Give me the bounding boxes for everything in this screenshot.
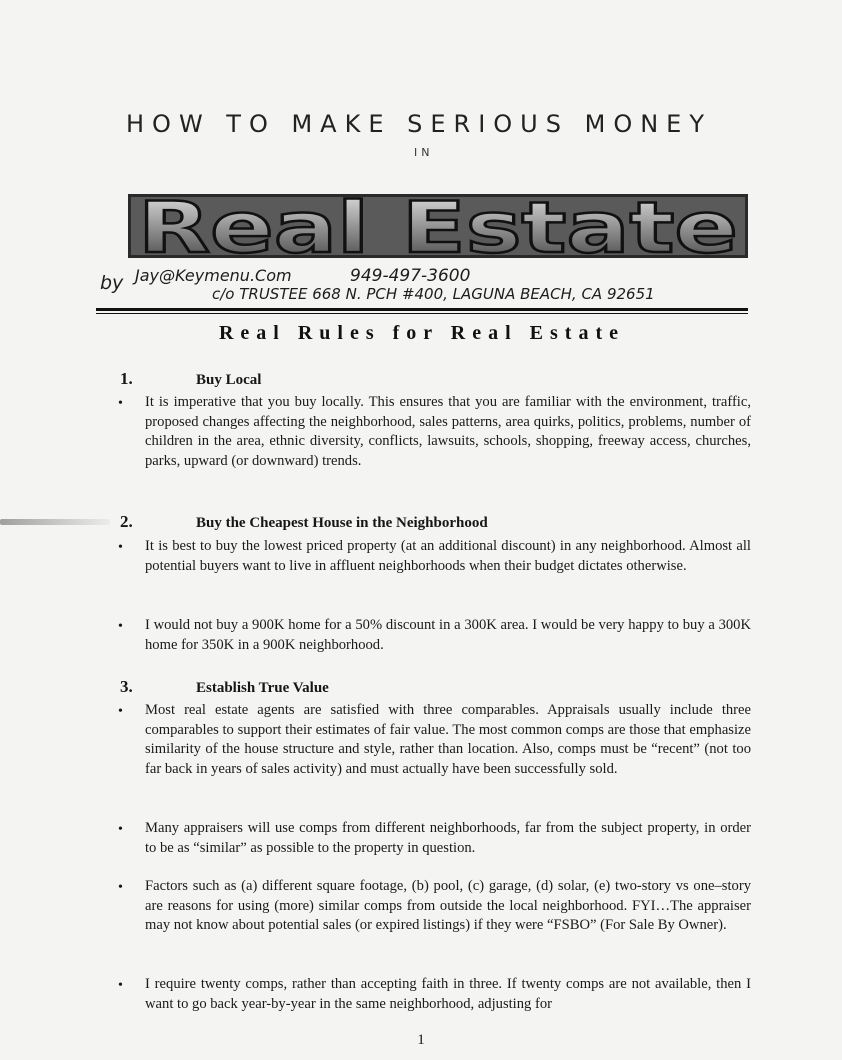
bullet-icon: • [118, 540, 123, 555]
section-number: 2. [120, 512, 133, 531]
bullet-icon: • [118, 704, 123, 719]
author-by: by [100, 272, 124, 294]
author-address: c/o TRUSTEE 668 N. PCH #400, LAGUNA BEACH, CA 92651 [212, 285, 655, 303]
bullet-text: I would not buy a 900K home for a 50% discount in a 300K area. I would be very happy to buy a 300K home for 350K in a 900K neighborhood. [145, 617, 751, 653]
heavy-divider [96, 308, 748, 311]
section-heading: Buy Local [196, 372, 262, 388]
author-block [100, 264, 780, 310]
bullet-icon: • [118, 619, 123, 634]
section-heading: Establish True Value [196, 680, 329, 696]
author-phone: 949-497-3600 [350, 266, 471, 286]
bullet-text: I require twenty comps, rather than accepting faith in three. If twenty comps are not available, then I want to go back year-by-year in the same neighborhood, adjusting for [145, 976, 751, 1012]
real-estate-logo [128, 186, 748, 268]
bullet-icon: • [118, 822, 123, 837]
bullet-text: Many appraisers will use comps from different neighborhoods, far from the subject property, in order to be as “similar” as possible to the property in question. [145, 820, 751, 856]
section-number: 3. [120, 677, 133, 696]
logo-text: Real Estate [138, 187, 738, 268]
handwritten-title: HOW TO MAKE SERIOUS MONEY [126, 110, 712, 138]
thin-divider [96, 313, 748, 314]
bullet-icon: • [118, 978, 123, 993]
handwritten-in: IN [414, 146, 434, 159]
bullet-icon: • [118, 880, 123, 895]
bullet-text: It is best to buy the lowest priced property (at an additional discount) in any neighborhood. Almost all potential buyers want to live in affluent neighborhoods when their budget dictates otherwise. [145, 538, 751, 574]
document-subtitle: Real Rules for Real Estate [218, 322, 626, 344]
bullet-icon: • [118, 396, 123, 411]
section-number: 1. [120, 369, 133, 388]
author-email: Jay@Keymenu.Com [135, 266, 292, 285]
bullet-text: It is imperative that you buy locally. This ensures that you are familiar with the environment, traffic, proposed changes affecting the neighborhood, sales patterns, area quirks, politics, problems, number of children in the area, ethnic diversity, conflicts, lawsuits, schools, shopping, freeway access, churches, parks, upward (or downward) trends. [145, 394, 751, 469]
bullet-text: Factors such as (a) different square footage, (b) pool, (c) garage, (d) solar, (e) two-story vs one–story are reasons for using (more) similar comps from outside the local neighborhood. FYI…The appraiser may not know about potential sales (or expired listings) if they were “FSBO” (For Sale By Owner). [145, 878, 751, 934]
scan-artifact [0, 519, 110, 525]
section-heading: Buy the Cheapest House in the Neighborhood [196, 515, 488, 531]
bullet-text: Most real estate agents are satisfied with three comparables. Appraisals usually include three comparables to support their estimates of fair value. The most common comps are those that emphasize similarity of the house structure and style, rather than location. Also, comps must be “recent” (not too far back in years of sales activity) and must actually have been successfully sold. [145, 702, 751, 777]
page-number: 1 [417, 1032, 425, 1048]
